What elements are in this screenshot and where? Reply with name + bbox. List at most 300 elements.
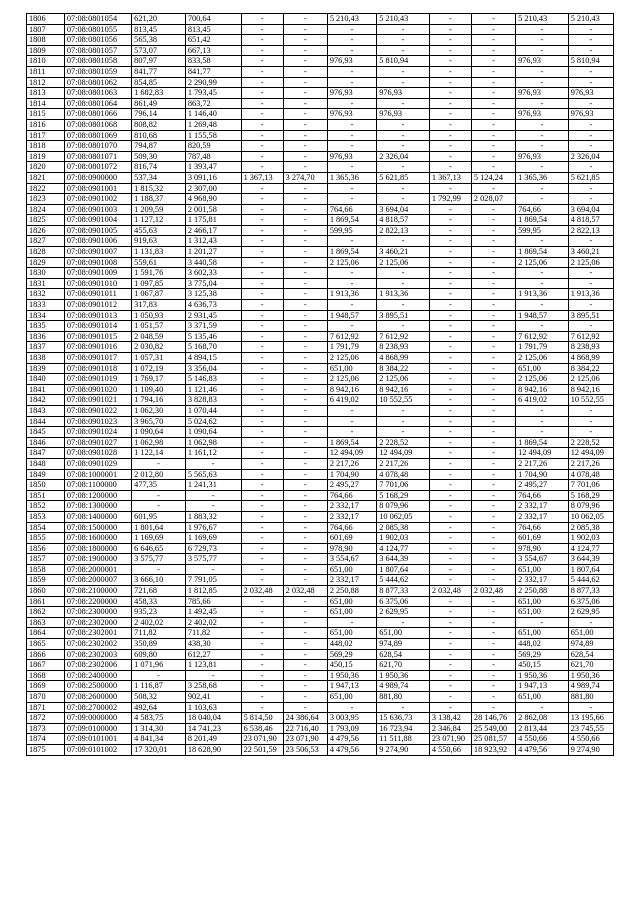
cell-value-9: 5 210,43 <box>516 14 569 25</box>
cell-value-8: - <box>471 660 515 671</box>
cell-value-3: - <box>241 702 283 713</box>
cell-value-6: 2 085,38 <box>377 522 430 533</box>
cell-value-1: 3 575,77 <box>132 554 186 565</box>
cell-value-3: 2 032,48 <box>241 586 283 597</box>
cell-value-8: - <box>471 215 515 226</box>
cell-value-9: 2 332,17 <box>516 501 569 512</box>
cell-value-1: 1 109,40 <box>132 384 186 395</box>
cell-value-10: - <box>568 416 613 427</box>
cell-value-10: - <box>568 141 613 152</box>
cell-value-10: 4 124,77 <box>568 543 613 554</box>
cell-value-7: - <box>429 628 471 639</box>
cell-value-10: 5 168,29 <box>568 490 613 501</box>
cell-value-5: 1 948,57 <box>327 310 376 321</box>
cell-value-3: - <box>241 480 283 491</box>
table-row <box>27 639 614 650</box>
cell-code: 07:08:0901018 <box>64 363 131 374</box>
cell-value-10: - <box>568 66 613 77</box>
table-row <box>27 522 614 533</box>
cell-value-2: 787,48 <box>185 151 241 162</box>
cell-row-number: 1844 <box>27 416 65 427</box>
cell-row-number: 1852 <box>27 501 65 512</box>
cell-value-8: - <box>471 384 515 395</box>
cell-value-4: - <box>283 247 327 258</box>
cell-value-8: - <box>471 511 515 522</box>
cell-value-7: - <box>429 596 471 607</box>
cell-value-1: 3 965,70 <box>132 416 186 427</box>
cell-row-number: 1826 <box>27 225 65 236</box>
cell-value-1: 1 067,87 <box>132 289 186 300</box>
cell-value-3: - <box>241 289 283 300</box>
table-row <box>27 236 614 247</box>
table-row <box>27 713 614 724</box>
cell-value-9: 1 947,13 <box>516 681 569 692</box>
cell-value-2: 3 828,83 <box>185 395 241 406</box>
cell-value-7: - <box>429 162 471 173</box>
cell-value-2: 5 168,70 <box>185 342 241 353</box>
cell-value-6: 976,93 <box>377 88 430 99</box>
cell-value-10: 9 274,90 <box>568 744 613 755</box>
cell-value-8: 25 549,00 <box>471 723 515 734</box>
cell-value-8: - <box>471 681 515 692</box>
cell-value-3: 22 501,59 <box>241 744 283 755</box>
cell-value-2: 5 146,83 <box>185 374 241 385</box>
cell-value-3: - <box>241 564 283 575</box>
cell-value-8: - <box>471 405 515 416</box>
cell-value-3: - <box>241 543 283 554</box>
cell-value-1: 3 666,10 <box>132 575 186 586</box>
cell-value-8: - <box>471 501 515 512</box>
cell-value-6: 12 494,09 <box>377 448 430 459</box>
cell-value-6: 9 274,90 <box>377 744 430 755</box>
cell-value-5: - <box>327 45 376 56</box>
cell-value-1: 861,49 <box>132 98 186 109</box>
table-row <box>27 66 614 77</box>
cell-value-5: 2 217,26 <box>327 458 376 469</box>
cell-value-9: 1 948,57 <box>516 310 569 321</box>
cell-value-8: - <box>471 98 515 109</box>
cell-value-10: 4 818,57 <box>568 215 613 226</box>
cell-value-2: 1 812,85 <box>185 586 241 597</box>
table-row <box>27 448 614 459</box>
cell-value-8: - <box>471 225 515 236</box>
cell-value-8: - <box>471 416 515 427</box>
cell-value-7: - <box>429 575 471 586</box>
cell-value-5: 976,93 <box>327 151 376 162</box>
cell-value-2: 5 135,46 <box>185 331 241 342</box>
cell-value-4: - <box>283 24 327 35</box>
cell-value-6: 11 511,88 <box>377 734 430 745</box>
cell-code: 07:08:0901012 <box>64 300 131 311</box>
cell-value-9: 651,00 <box>516 628 569 639</box>
cell-value-5: 3 554,67 <box>327 554 376 565</box>
cell-value-6: 8 238,93 <box>377 342 430 353</box>
cell-code: 07:08:2100000 <box>64 586 131 597</box>
cell-value-1: 1 090,64 <box>132 427 186 438</box>
cell-value-1: 2 048,59 <box>132 331 186 342</box>
cell-value-8: - <box>471 278 515 289</box>
cell-value-8: - <box>471 353 515 364</box>
table-row <box>27 56 614 67</box>
cell-code: 07:08:0801070 <box>64 141 131 152</box>
table-row <box>27 374 614 385</box>
cell-row-number: 1858 <box>27 564 65 575</box>
cell-value-7: - <box>429 522 471 533</box>
cell-value-9: 651,00 <box>516 692 569 703</box>
cell-value-6: 651,00 <box>377 628 430 639</box>
table-body <box>27 14 614 756</box>
cell-value-10: 976,93 <box>568 109 613 120</box>
cell-row-number: 1829 <box>27 257 65 268</box>
cell-value-6: 7 612,92 <box>377 331 430 342</box>
cell-value-7: - <box>429 427 471 438</box>
cell-value-5: 976,93 <box>327 56 376 67</box>
table-row <box>27 554 614 565</box>
cell-value-1: 935,23 <box>132 607 186 618</box>
cell-value-1: 796,14 <box>132 109 186 120</box>
cell-value-9: 450,15 <box>516 660 569 671</box>
cell-row-number: 1863 <box>27 617 65 628</box>
cell-value-1: 6 646,65 <box>132 543 186 554</box>
cell-value-6: - <box>377 183 430 194</box>
cell-value-7: - <box>429 151 471 162</box>
cell-value-5: 448,02 <box>327 639 376 650</box>
cell-value-6: 4 989,74 <box>377 681 430 692</box>
cell-value-10: 628,54 <box>568 649 613 660</box>
cell-row-number: 1870 <box>27 692 65 703</box>
cell-value-7: - <box>429 353 471 364</box>
cell-code: 07:08:0901001 <box>64 183 131 194</box>
cell-code: 07:08:1900000 <box>64 554 131 565</box>
cell-value-7: 4 550,66 <box>429 744 471 755</box>
cell-value-10: - <box>568 24 613 35</box>
cell-code: 07:08:0901029 <box>64 458 131 469</box>
cell-value-5: 6 419,02 <box>327 395 376 406</box>
cell-value-2: 1 070,44 <box>185 405 241 416</box>
cell-value-3: - <box>241 257 283 268</box>
cell-value-5: 12 494,09 <box>327 448 376 459</box>
cell-value-1: - <box>132 458 186 469</box>
cell-value-3: - <box>241 458 283 469</box>
cell-value-10: 7 612,92 <box>568 331 613 342</box>
cell-value-7: - <box>429 268 471 279</box>
cell-value-7: - <box>429 141 471 152</box>
cell-row-number: 1865 <box>27 639 65 650</box>
cell-code: 07:08:1800000 <box>64 543 131 554</box>
table-row <box>27 490 614 501</box>
cell-value-8: 5 124,24 <box>471 172 515 183</box>
cell-value-3: - <box>241 607 283 618</box>
cell-value-3: - <box>241 649 283 660</box>
cell-value-8: - <box>471 109 515 120</box>
cell-value-4: - <box>283 88 327 99</box>
cell-value-3: - <box>241 617 283 628</box>
cell-code: 07:08:1400000 <box>64 511 131 522</box>
cell-value-7: - <box>429 692 471 703</box>
cell-value-10: 2 326,04 <box>568 151 613 162</box>
cell-value-9: 1 365,36 <box>516 172 569 183</box>
cell-row-number: 1842 <box>27 395 65 406</box>
cell-value-8: - <box>471 331 515 342</box>
cell-value-7: - <box>429 257 471 268</box>
table-row <box>27 151 614 162</box>
cell-value-8: - <box>471 639 515 650</box>
cell-value-3: - <box>241 395 283 406</box>
table-row <box>27 649 614 660</box>
cell-row-number: 1821 <box>27 172 65 183</box>
cell-value-9: - <box>516 45 569 56</box>
table-row <box>27 141 614 152</box>
cell-value-7: - <box>429 247 471 258</box>
cell-value-10: 10 062,05 <box>568 511 613 522</box>
cell-value-2: 3 258,68 <box>185 681 241 692</box>
cell-value-1: 492,64 <box>132 702 186 713</box>
cell-value-7: - <box>429 215 471 226</box>
cell-value-7: - <box>429 109 471 120</box>
cell-value-5: - <box>327 194 376 205</box>
table-row <box>27 416 614 427</box>
cell-value-2: 438,30 <box>185 639 241 650</box>
cell-row-number: 1845 <box>27 427 65 438</box>
table-row <box>27 395 614 406</box>
cell-value-7: - <box>429 66 471 77</box>
cell-value-1: 1 591,76 <box>132 268 186 279</box>
cell-value-6: 974,89 <box>377 639 430 650</box>
cell-value-7: - <box>429 469 471 480</box>
cell-value-7: - <box>429 98 471 109</box>
cell-row-number: 1814 <box>27 98 65 109</box>
cell-value-1: 1 062,98 <box>132 437 186 448</box>
cell-code: 07:08:0901011 <box>64 289 131 300</box>
cell-value-10: 13 195,66 <box>568 713 613 724</box>
cell-value-2: 2 307,00 <box>185 183 241 194</box>
cell-value-1: 919,63 <box>132 236 186 247</box>
cell-value-1: 1 169,69 <box>132 533 186 544</box>
cell-value-8: 2 028,07 <box>471 194 515 205</box>
table-row <box>27 734 614 745</box>
cell-value-3: - <box>241 45 283 56</box>
cell-value-8: - <box>471 649 515 660</box>
cell-value-4: - <box>283 14 327 25</box>
table-row <box>27 723 614 734</box>
cell-value-4: - <box>283 109 327 120</box>
cell-value-6: 3 895,51 <box>377 310 430 321</box>
cell-value-9: 764,66 <box>516 490 569 501</box>
cell-code: 07:08:2302000 <box>64 617 131 628</box>
cell-value-4: - <box>283 321 327 332</box>
cell-value-7: - <box>429 384 471 395</box>
cell-value-3: - <box>241 98 283 109</box>
cell-value-6: 15 636,73 <box>377 713 430 724</box>
table-row <box>27 257 614 268</box>
cell-code: 07:08:2600000 <box>64 692 131 703</box>
cell-row-number: 1806 <box>27 14 65 25</box>
cell-value-1: 1 131,83 <box>132 247 186 258</box>
cell-row-number: 1874 <box>27 734 65 745</box>
cell-value-2: 3 356,04 <box>185 363 241 374</box>
cell-value-6: 2 629,95 <box>377 607 430 618</box>
cell-value-5: 1 950,36 <box>327 670 376 681</box>
table-row <box>27 45 614 56</box>
cell-code: 07:08:0801069 <box>64 130 131 141</box>
cell-value-6: 8 877,33 <box>377 586 430 597</box>
cell-value-2: 4 894,15 <box>185 353 241 364</box>
cell-value-9: 2 217,26 <box>516 458 569 469</box>
cell-code: 07:08:2302001 <box>64 628 131 639</box>
cell-value-4: 22 716,40 <box>283 723 327 734</box>
cell-value-1: 1 057,31 <box>132 353 186 364</box>
cell-value-7: - <box>429 342 471 353</box>
cell-value-8: - <box>471 130 515 141</box>
cell-value-5: 2 332,17 <box>327 501 376 512</box>
cell-value-9: - <box>516 300 569 311</box>
cell-value-5: 569,29 <box>327 649 376 660</box>
cell-value-1: 455,63 <box>132 225 186 236</box>
cell-value-8: - <box>471 342 515 353</box>
cell-value-10: - <box>568 35 613 46</box>
cell-code: 07:08:0901010 <box>64 278 131 289</box>
cell-value-2: 14 741,23 <box>185 723 241 734</box>
cell-row-number: 1857 <box>27 554 65 565</box>
table-row <box>27 215 614 226</box>
cell-code: 07:08:0900000 <box>64 172 131 183</box>
cell-row-number: 1868 <box>27 670 65 681</box>
cell-value-3: - <box>241 35 283 46</box>
cell-value-6: 10 062,05 <box>377 511 430 522</box>
cell-code: 07:08:0901014 <box>64 321 131 332</box>
cell-value-9: - <box>516 405 569 416</box>
cell-value-8: - <box>471 522 515 533</box>
cell-value-4: 23 506,53 <box>283 744 327 755</box>
cell-value-6: - <box>377 236 430 247</box>
cell-row-number: 1847 <box>27 448 65 459</box>
cell-value-2: 1 175,81 <box>185 215 241 226</box>
cell-value-10: - <box>568 617 613 628</box>
cell-code: 07:08:0901023 <box>64 416 131 427</box>
cell-value-7: - <box>429 511 471 522</box>
cell-value-6: 1 807,64 <box>377 564 430 575</box>
cell-code: 07:08:0801072 <box>64 162 131 173</box>
cell-value-3: - <box>241 427 283 438</box>
table-row <box>27 183 614 194</box>
cell-value-1: 1 116,87 <box>132 681 186 692</box>
cell-value-10: 6 375,06 <box>568 596 613 607</box>
cell-value-10: 8 942,16 <box>568 384 613 395</box>
cell-value-1: 508,32 <box>132 692 186 703</box>
cell-value-5: 651,00 <box>327 564 376 575</box>
cell-value-10: - <box>568 183 613 194</box>
cell-value-2: 1 492,45 <box>185 607 241 618</box>
cell-row-number: 1872 <box>27 713 65 724</box>
cell-value-3: - <box>241 183 283 194</box>
cell-code: 07:08:0801057 <box>64 45 131 56</box>
cell-value-3: - <box>241 660 283 671</box>
cell-value-4: 24 386,64 <box>283 713 327 724</box>
cell-value-8: - <box>471 24 515 35</box>
cell-value-5: 8 942,16 <box>327 384 376 395</box>
table-row <box>27 353 614 364</box>
cell-row-number: 1818 <box>27 141 65 152</box>
cell-value-6: - <box>377 45 430 56</box>
cell-code: 07:08:0801056 <box>64 35 131 46</box>
cell-value-6: 1 913,36 <box>377 289 430 300</box>
cell-value-10: - <box>568 77 613 88</box>
cell-value-9: 2 125,06 <box>516 353 569 364</box>
table-row <box>27 321 614 332</box>
cell-value-3: - <box>241 310 283 321</box>
cell-value-9: - <box>516 321 569 332</box>
cell-value-8: - <box>471 670 515 681</box>
cell-value-9: 978,90 <box>516 543 569 554</box>
cell-value-2: - <box>185 670 241 681</box>
cell-value-9: - <box>516 141 569 152</box>
cell-value-5: - <box>327 119 376 130</box>
cell-value-8: - <box>471 480 515 491</box>
cell-value-3: - <box>241 268 283 279</box>
cell-value-1: 458,33 <box>132 596 186 607</box>
cell-value-4: - <box>283 596 327 607</box>
cell-row-number: 1853 <box>27 511 65 522</box>
cell-row-number: 1830 <box>27 268 65 279</box>
cell-value-4: - <box>283 236 327 247</box>
cell-value-8: - <box>471 151 515 162</box>
table-row <box>27 278 614 289</box>
cell-value-2: 3 602,33 <box>185 268 241 279</box>
table-row <box>27 172 614 183</box>
cell-value-10: 8 384,22 <box>568 363 613 374</box>
cell-code: 07:08:0901003 <box>64 204 131 215</box>
cell-value-2: 1 155,58 <box>185 130 241 141</box>
cell-code: 07:08:0901007 <box>64 247 131 258</box>
cell-value-7: - <box>429 617 471 628</box>
cell-value-10: 3 895,51 <box>568 310 613 321</box>
cell-value-7: - <box>429 14 471 25</box>
cell-row-number: 1836 <box>27 331 65 342</box>
table-row <box>27 660 614 671</box>
cell-code: 07:08:2302006 <box>64 660 131 671</box>
cell-value-5: 1 704,90 <box>327 469 376 480</box>
cell-value-9: - <box>516 416 569 427</box>
cell-value-3: - <box>241 141 283 152</box>
cell-value-6: - <box>377 617 430 628</box>
cell-value-3: - <box>241 194 283 205</box>
cell-value-4: - <box>283 448 327 459</box>
cell-value-4: - <box>283 289 327 300</box>
cell-value-3: - <box>241 162 283 173</box>
cell-value-2: 2 466,17 <box>185 225 241 236</box>
cell-value-9: 448,02 <box>516 639 569 650</box>
cell-code: 07:08:0901021 <box>64 395 131 406</box>
cell-code: 07:08:0901020 <box>64 384 131 395</box>
cell-value-2: 1 312,43 <box>185 236 241 247</box>
cell-code: 07:08:0901019 <box>64 374 131 385</box>
cell-value-5: 1 869,54 <box>327 437 376 448</box>
table-row <box>27 225 614 236</box>
cell-code: 07:08:0901017 <box>64 353 131 364</box>
cell-value-2: 1 393,47 <box>185 162 241 173</box>
cell-value-4: - <box>283 35 327 46</box>
cell-value-10: - <box>568 300 613 311</box>
table-row <box>27 681 614 692</box>
cell-value-10: - <box>568 98 613 109</box>
table-row <box>27 628 614 639</box>
cell-row-number: 1822 <box>27 183 65 194</box>
cell-value-6: 976,93 <box>377 109 430 120</box>
cell-value-1: 1 769,17 <box>132 374 186 385</box>
cell-value-10: 5 444,62 <box>568 575 613 586</box>
cell-value-1: 711,82 <box>132 628 186 639</box>
table-row <box>27 384 614 395</box>
